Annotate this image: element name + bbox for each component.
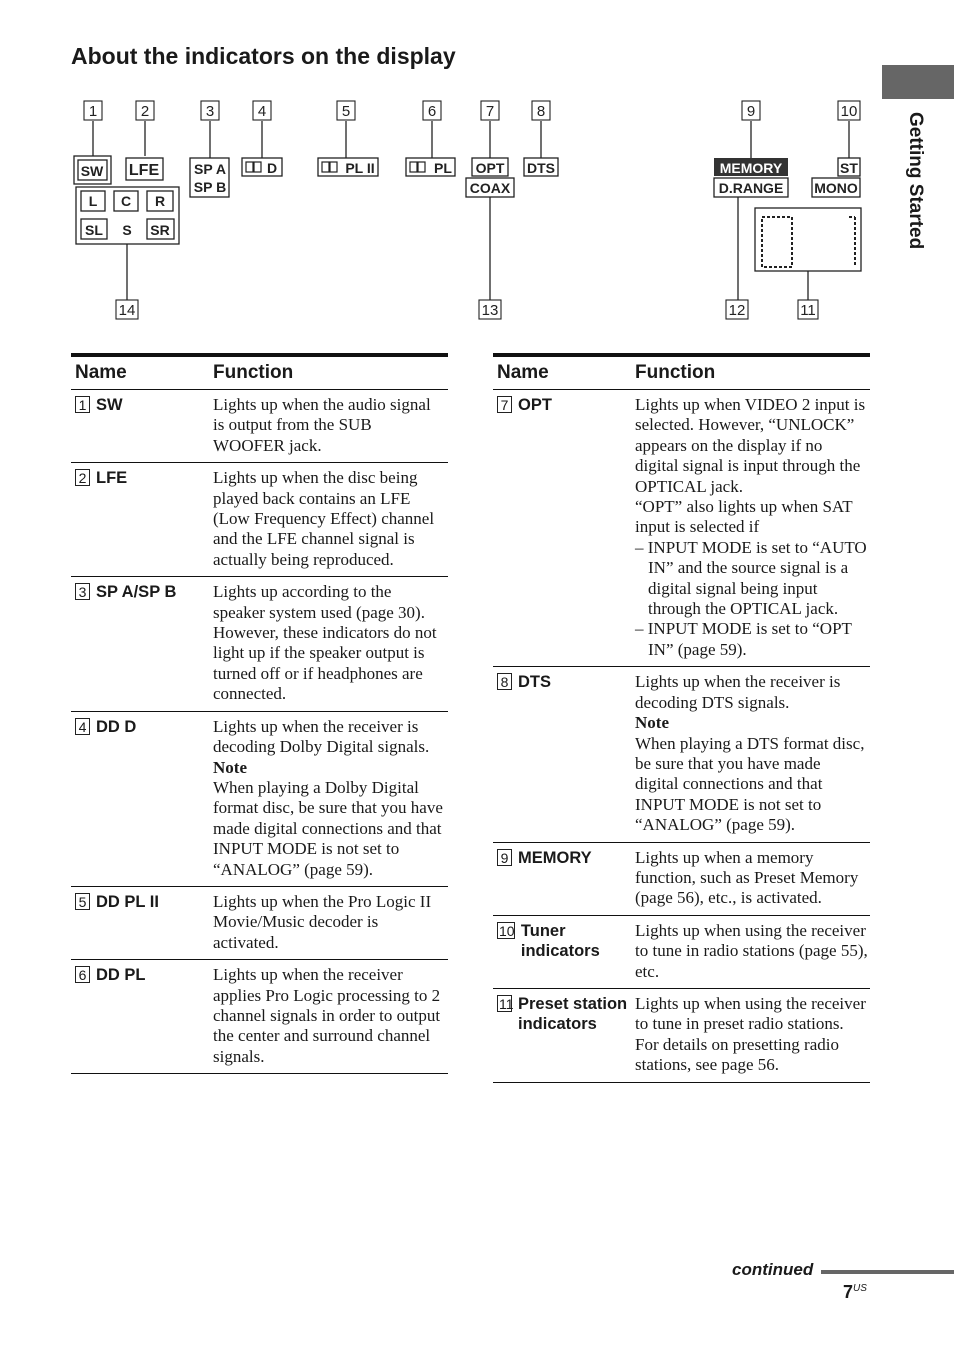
l-indicator: L <box>88 193 98 209</box>
plii-indicator: PL II <box>345 160 375 176</box>
pl-indicator: PL <box>434 160 452 176</box>
s-indicator: S <box>122 222 132 238</box>
table-row <box>493 989 870 1083</box>
table-row <box>71 887 448 960</box>
function-text: Lights up when the receiver applies Pro Logic processing to 2 channel signals in order to output the center and surround channel signals. <box>213 965 441 1066</box>
header-name: Name <box>75 362 127 383</box>
indicator-function <box>635 848 870 909</box>
indicator-label: DD PL <box>96 966 146 985</box>
table-row <box>71 577 448 711</box>
spb-indicator: SP B <box>193 179 227 195</box>
callout-8: 8 <box>536 103 546 120</box>
indicator-label: OPT <box>518 396 552 414</box>
indicator-name <box>493 672 635 835</box>
callout-2: 2 <box>140 103 150 120</box>
callout-number: 4 <box>75 718 90 735</box>
function-text: Lights up when the receiver is decoding DTS signals. <box>635 672 841 712</box>
indicator-function <box>213 395 448 456</box>
callout-number: 9 <box>497 849 512 866</box>
indicator-name <box>71 717 213 880</box>
indicator-name <box>71 468 213 570</box>
function-text: – INPUT MODE is set to “OPT IN” (page 59). <box>635 619 852 659</box>
sl-indicator: SL <box>85 222 103 238</box>
function-text: Lights up when using the receiver to tune in preset radio stations. For details on presetting radio stations, see page 56. <box>635 993 866 1075</box>
page-number: $7^{US}$ <box>843 1282 867 1302</box>
indicator-function <box>635 672 870 835</box>
callout-7: 7 <box>485 103 495 120</box>
continued-bar <box>821 1270 954 1274</box>
mono-indicator: MONO <box>814 180 858 196</box>
table-row <box>71 390 448 463</box>
coax-indicator: COAX <box>469 180 511 196</box>
display-indicator-diagram <box>0 0 954 330</box>
indicator-label: DD D <box>96 717 137 736</box>
indicator-name <box>493 848 635 909</box>
indicator-function <box>635 395 870 660</box>
header-name: Name <box>497 362 549 383</box>
table-row <box>493 667 870 842</box>
callout-number: 5 <box>75 893 90 910</box>
callout-12: 12 <box>728 302 746 319</box>
callout-number: 6 <box>75 966 90 983</box>
table-row <box>71 712 448 887</box>
callout-10: 10 <box>840 103 858 120</box>
opt-indicator: OPT <box>475 160 505 176</box>
note-label: Note <box>213 757 247 777</box>
function-text: Lights up when the Pro Logic II Movie/Music decoder is activated. <box>213 891 432 952</box>
function-text: When playing a Dolby Digital format disc, be sure that you have made digital connections and that INPUT MODE is not set to “ANALOG” (page 59). <box>213 777 443 879</box>
memory-indicator: MEMORY <box>719 160 783 176</box>
section-tab-label: Getting Started <box>905 112 926 250</box>
callout-number: 2 <box>75 469 90 486</box>
callout-number: 8 <box>497 673 512 690</box>
dd-indicator: D <box>266 160 278 176</box>
indicator-name <box>71 582 213 704</box>
indicator-label: SW <box>96 396 123 414</box>
sr-indicator: SR <box>150 222 170 238</box>
function-text: Lights up when VIDEO 2 input is selected. However, “UNLOCK” appears on the display if no digital signal is input through the OPTICAL jack. <box>635 395 866 496</box>
callout-4: 4 <box>257 103 267 120</box>
indicator-name <box>71 965 213 1067</box>
continued-label: continued <box>732 1260 814 1279</box>
header-function: Function <box>635 362 716 383</box>
callout-number: 3 <box>75 583 90 600</box>
indicator-name <box>493 994 635 1076</box>
spa-indicator: SP A <box>194 161 226 177</box>
indicator-function <box>213 965 448 1067</box>
indicator-function <box>213 892 448 953</box>
dts-indicator: DTS <box>527 160 555 176</box>
function-text: Lights up when the receiver is decoding Dolby Digital signals. <box>213 716 430 757</box>
function-text: Lights up when a memory function, such as Preset Memory (page 56), etc., is activated. <box>635 847 859 908</box>
function-text: “OPT” also lights up when SAT input is selected if <box>635 497 853 537</box>
indicator-function <box>213 468 448 570</box>
indicator-label: LFE <box>96 469 128 488</box>
indicator-label: SP A/SP B <box>96 583 177 602</box>
indicator-name <box>71 395 213 456</box>
indicator-label: Preset station indicators <box>518 994 628 1033</box>
callout-14: 14 <box>118 302 136 319</box>
indicator-function <box>635 994 870 1076</box>
callout-1: 1 <box>88 103 98 120</box>
function-text: Lights up when using the receiver to tune in radio stations (page 55), etc. <box>635 920 868 981</box>
indicator-name <box>71 892 213 953</box>
header-function: Function <box>213 362 294 383</box>
function-text: – INPUT MODE is set to “AUTO IN” and the source signal is a digital signal being input through the OPTICAL jack. <box>635 537 867 619</box>
sw-indicator: SW <box>80 163 104 179</box>
indicator-function <box>213 717 448 880</box>
function-text: When playing a DTS format disc, be sure that you have made digital connections and that INPUT MODE is not set to “ANALOG” (page 59). <box>635 733 865 835</box>
callout-11: 11 <box>800 302 816 319</box>
callout-number: 10 <box>499 922 515 939</box>
callout-5: 5 <box>341 103 351 120</box>
indicator-label: Tuner indicators <box>520 921 600 960</box>
indicator-name <box>493 395 635 660</box>
table-row <box>71 960 448 1074</box>
indicator-table-left <box>71 353 448 1074</box>
indicator-label: DD PL II <box>96 892 159 911</box>
page-title: About the indicators on the display <box>71 43 456 69</box>
function-text: Lights up when the disc being played back contains an LFE (Low Frequency Effect) channel and the LFE channel signal is actually being reproduced. <box>213 468 435 569</box>
indicator-table-right <box>493 353 870 1083</box>
function-text: Lights up when the audio signal is output from the SUB WOOFER jack. <box>213 395 431 455</box>
callout-3: 3 <box>205 103 215 120</box>
table-row <box>493 843 870 916</box>
r-indicator: R <box>154 193 166 209</box>
drange-indicator: D.RANGE <box>718 180 784 196</box>
st-indicator: ST <box>840 160 858 176</box>
note-label: Note <box>635 713 669 733</box>
table-row <box>493 390 870 667</box>
indicator-label: MEMORY <box>518 848 592 867</box>
indicator-label: DTS <box>518 673 551 692</box>
segment-display-text: 01 <box>808 250 810 251</box>
callout-6: 6 <box>427 103 437 120</box>
callout-number: 11 <box>499 995 514 1012</box>
segment-display <box>762 217 855 267</box>
table-row <box>71 463 448 577</box>
lfe-indicator: LFE <box>128 162 160 179</box>
indicator-function <box>635 921 870 982</box>
indicator-name <box>493 921 635 982</box>
indicator-function <box>213 582 448 704</box>
function-text: Lights up according to the speaker system used (page 30). However, these indicators do not light up if the speaker output is turned off or if headphones are connected. <box>213 582 437 704</box>
callout-9: 9 <box>746 103 756 120</box>
c-indicator: C <box>120 193 132 209</box>
callout-number: 7 <box>497 396 512 413</box>
callout-number: 1 <box>75 396 90 413</box>
callout-13: 13 <box>481 302 499 319</box>
table-row <box>493 916 870 989</box>
